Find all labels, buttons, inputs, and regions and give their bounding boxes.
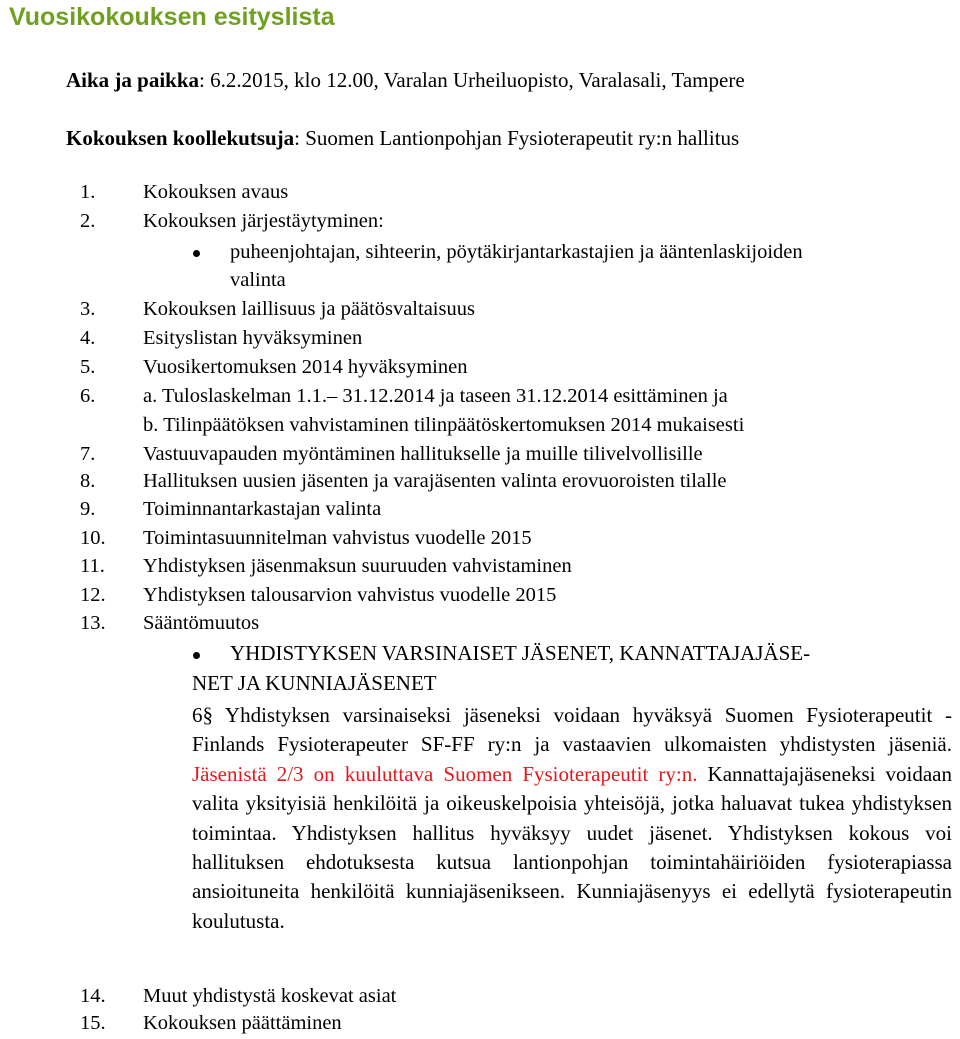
item-number: 12. xyxy=(80,584,106,606)
document-title: Vuosikokouksen esityslista xyxy=(9,3,335,31)
item-number: 6. xyxy=(80,385,96,407)
agenda-item-text: Muut yhdistystä koskevat asiat xyxy=(143,985,397,1007)
agenda-item-text: b. Tilinpäätöksen vahvistaminen tilinpäätöskertomuksen 2014 mukaisesti xyxy=(143,414,745,436)
agenda-item-text: Toiminnantarkastajan valinta xyxy=(143,498,382,520)
sub-bullet-text: puheenjohtajan, sihteerin, pöytäkirjantarkastajien ja ääntenlaskijoiden xyxy=(230,241,803,263)
agenda-item-text: Esityslistan hyväksyminen xyxy=(143,327,363,349)
agenda-item-text: Kokouksen laillisuus ja päätösvaltaisuus xyxy=(143,298,475,320)
item-number: 10. xyxy=(80,527,106,549)
agenda-item-text: Kokouksen avaus xyxy=(143,181,289,203)
sub-bullet-text: YHDISTYKSEN VARSINAISET JÄSENET, KANNATTAJAJÄSE- xyxy=(230,641,811,665)
agenda-item-text: Kokouksen päättäminen xyxy=(143,1012,342,1034)
agenda-item-text: Kokouksen järjestäytyminen: xyxy=(143,210,384,232)
time-place-label: Aika ja paikka xyxy=(66,68,200,92)
item-number: 14. xyxy=(80,985,106,1007)
item-number: 13. xyxy=(80,612,106,634)
convener-label: Kokouksen koollekutsuja xyxy=(66,126,295,150)
bullet-icon xyxy=(193,250,200,257)
convener-line xyxy=(66,124,739,152)
time-place-line xyxy=(66,66,745,94)
item-number: 8. xyxy=(80,470,96,492)
agenda-item-text: Hallituksen uusien jäsenten ja varajäsenten valinta erovuoroisten tilalle xyxy=(143,470,727,492)
agenda-item-text: Yhdistyksen jäsenmaksun suuruuden vahvistaminen xyxy=(143,555,572,577)
item-number: 3. xyxy=(80,298,96,320)
agenda-item-text: Yhdistyksen talousarvion vahvistus vuodelle 2015 xyxy=(143,584,557,606)
paragraph-text: Kannattajajäseneksi voidaan valita yksityisiä henkilöitä ja oikeuskelpoisia yhteisöjä, jotka haluavat tukea yhdistyksen toimintaa. Yhdistyksen hallitus hyväksyy uudet jäsenet. Yhdistyksen kokous voi hallituksen ehdotuksesta kutsua lantionpohjan toimintahäiriöiden fysioterapiassa ansioituneita henkilöitä kunniajäsenikseen. Kunniajäsenyys ei edellytä fysioterapeutin koulutusta. xyxy=(192,761,952,933)
item-number: 11. xyxy=(80,555,105,577)
time-place-value: : 6.2.2015, klo 12.00, Varalan Urheiluopisto, Varalasali, Tampere xyxy=(199,68,745,92)
agenda-item-text: Sääntömuutos xyxy=(143,612,260,634)
sub-bullet-text: valinta xyxy=(230,269,286,291)
item-number: 1. xyxy=(80,181,96,203)
item-number: 5. xyxy=(80,356,96,378)
item-number: 4. xyxy=(80,327,96,349)
agenda-item-text: Vuosikertomuksen 2014 hyväksyminen xyxy=(143,356,468,378)
paragraph-text: 6§ Yhdistyksen varsinaiseksi jäseneksi voidaan hyväksyä Suomen Fysioterapeutit - Finlands Fysioterapeuter SF-FF ry:n ja vastaavien ulkomaisten yhdistysten jäseniä. xyxy=(192,703,952,757)
sub-bullet-text: NET JA KUNNIAJÄSENET xyxy=(192,671,437,695)
agenda-item-text: Toimintasuunnitelman vahvistus vuodelle 2015 xyxy=(143,527,532,549)
agenda-item-text: Vastuuvapauden myöntäminen hallitukselle ja muille tilivelvollisille xyxy=(143,443,703,465)
item-number: 2. xyxy=(80,210,96,232)
agenda-item-text: a. Tuloslaskelman 1.1.– 31.12.2014 ja taseen 31.12.2014 esittäminen ja xyxy=(143,385,728,407)
convener-value: : Suomen Lantionpohjan Fysioterapeutit ry:n hallitus xyxy=(294,126,740,150)
item-number: 9. xyxy=(80,498,96,520)
item-number: 15. xyxy=(80,1012,106,1034)
bullet-icon xyxy=(193,652,200,659)
item-number: 7. xyxy=(80,443,96,465)
rule-paragraph xyxy=(192,701,952,936)
highlighted-text: Jäsenistä 2/3 on kuuluttava Suomen Fysioterapeutit ry:n. xyxy=(192,761,698,786)
